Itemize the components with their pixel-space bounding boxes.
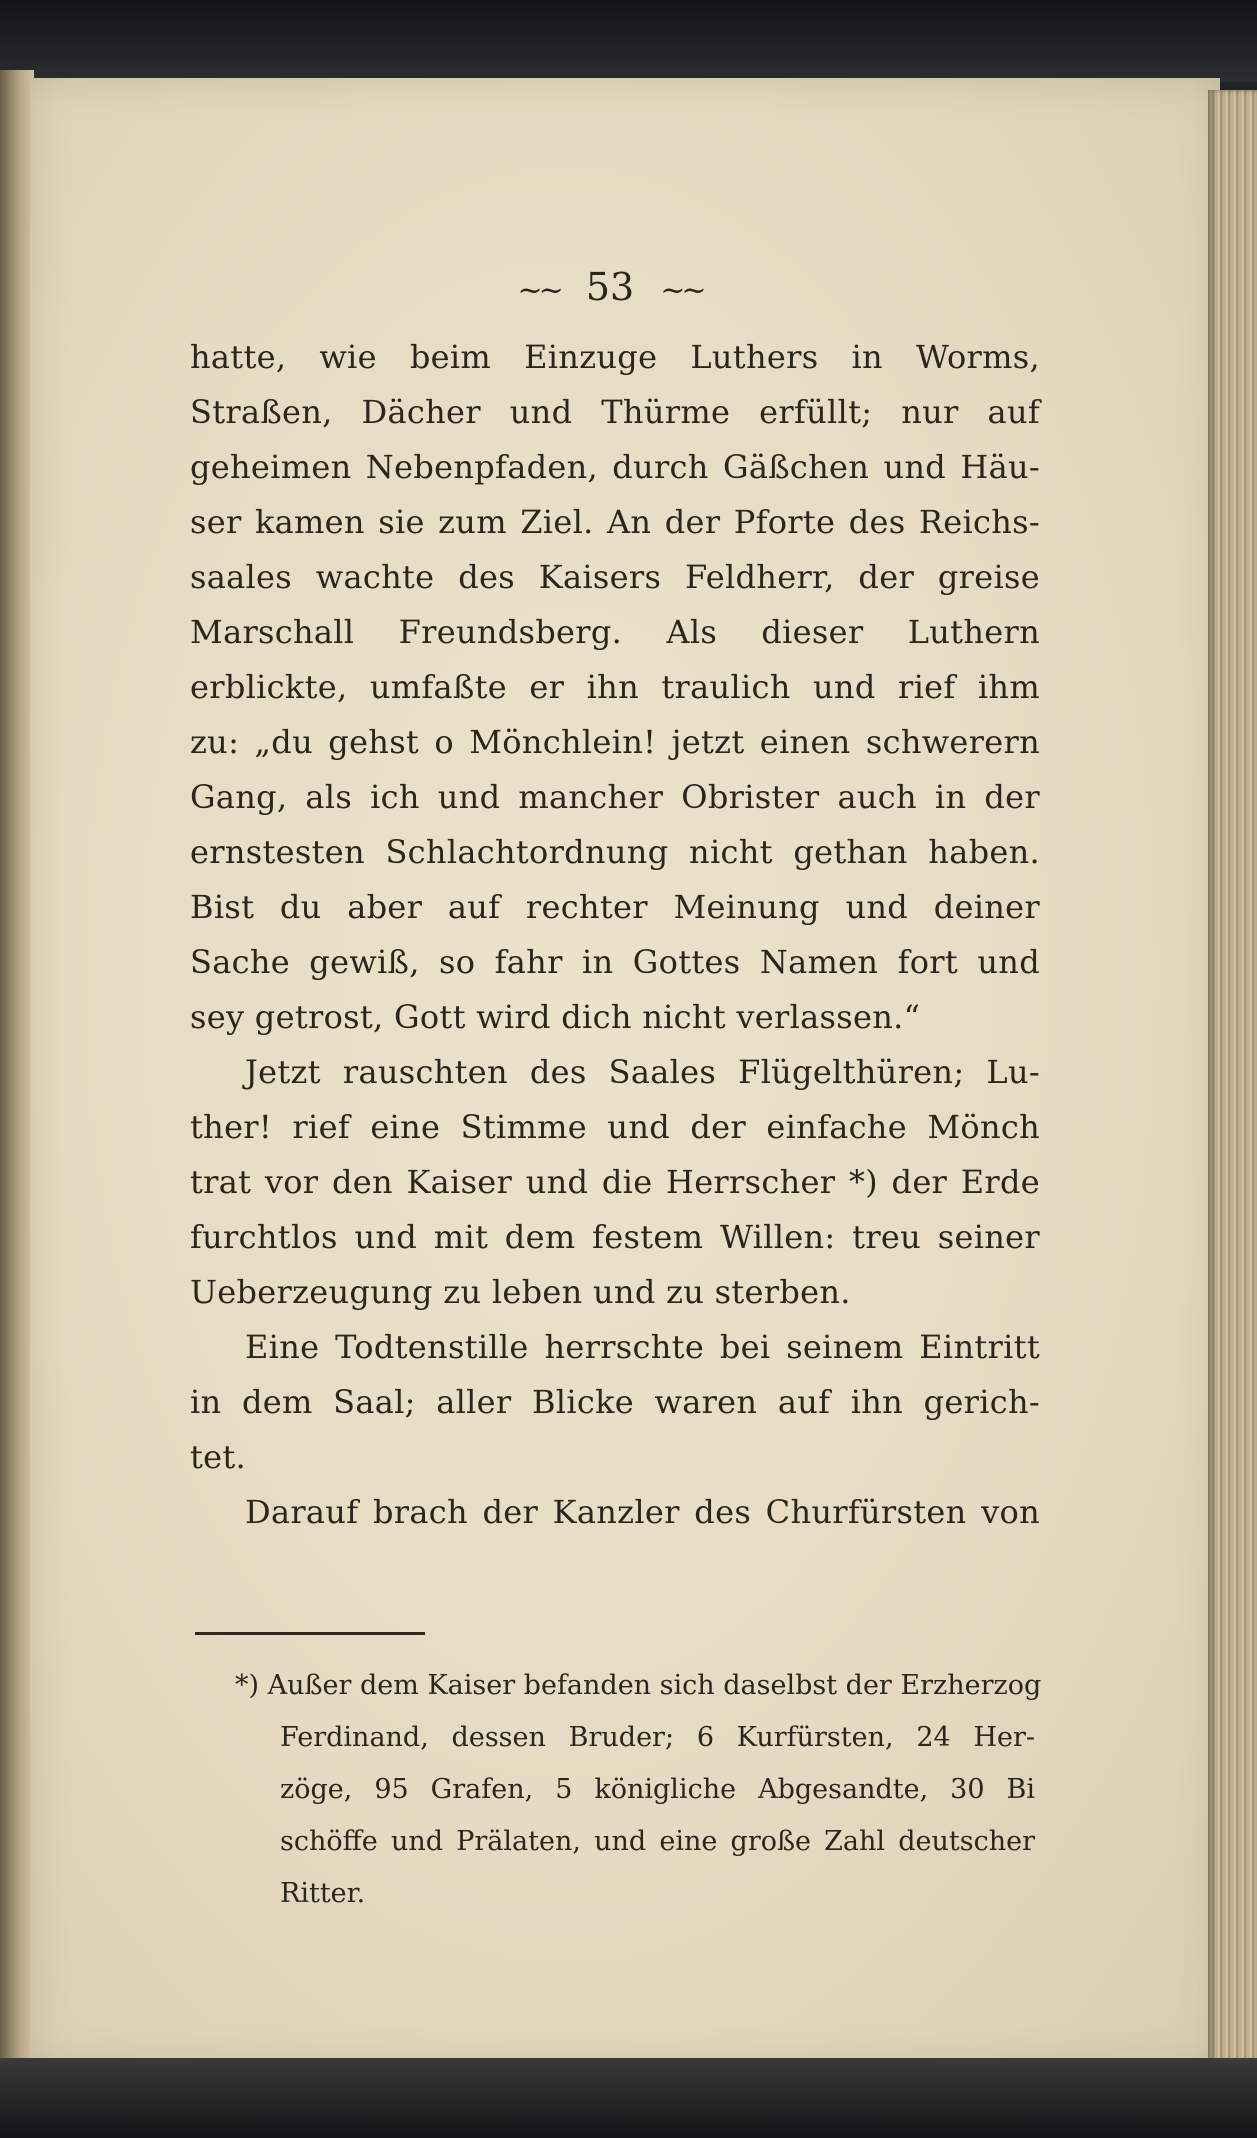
- text-line: hatte, wie beim Einzuge Luthers in Worms,: [190, 338, 1040, 376]
- text-line: Darauf brach der Kanzler des Churfürsten von: [245, 1493, 1040, 1531]
- footnote-rule: [195, 1632, 425, 1635]
- text-line: Sache gewiß, so fahr in Gottes Namen fort und: [190, 943, 1040, 981]
- text-line: ernstesten Schlachtordnung nicht gethan haben.: [190, 833, 1040, 871]
- footnote-line: Ritter.: [280, 1878, 366, 1909]
- text-line: trat vor den Kaiser und die Herrscher *) der Erde: [190, 1163, 1040, 1201]
- text-line: in dem Saal; aller Blicke waren auf ihn gerich-: [190, 1383, 1040, 1421]
- text-line: Marschall Freundsberg. Als dieser Luthern: [190, 613, 1040, 651]
- scan-bottom-edge: [0, 2058, 1257, 2138]
- body-text: [190, 330, 1040, 1540]
- text-line: sey getrost, Gott wird dich nicht verlassen.“: [190, 998, 921, 1036]
- footnote-line: schöffe und Prälaten, und eine große Zahl deutscher: [280, 1826, 1035, 1857]
- left-page-edge: [0, 70, 34, 2070]
- footnote-line: *) Außer dem Kaiser befanden sich daselbst der Erzherzog: [235, 1670, 1042, 1701]
- page-header: [460, 262, 760, 312]
- ornament-left: ~~: [517, 272, 560, 308]
- footnote: [195, 1660, 1042, 1920]
- text-line: geheimen Nebenpfaden, durch Gäßchen und Häu-: [190, 448, 1040, 486]
- footnote-line: Ferdinand, dessen Bruder; 6 Kurfürsten, 24 Her-: [280, 1722, 1035, 1753]
- text-line: tet.: [190, 1438, 247, 1476]
- footnote-line: zöge, 95 Grafen, 5 königliche Abgesandte, 30 Bi: [280, 1774, 1035, 1805]
- text-line: Jetzt rauschten des Saales Flügelthüren; Lu-: [245, 1053, 1040, 1091]
- text-line: furchtlos und mit dem festem Willen: treu seiner: [190, 1218, 1040, 1256]
- text-line: erblickte, umfaßte er ihn traulich und rief ihm: [190, 668, 1040, 706]
- text-line: Bist du aber auf rechter Meinung und deiner: [190, 888, 1040, 926]
- text-line: zu: „du gehst o Mönchlein! jetzt einen schwerern: [190, 723, 1040, 761]
- text-line: ser kamen sie zum Ziel. An der Pforte des Reichs-: [190, 503, 1040, 541]
- stacked-page-edges: [1208, 90, 1257, 2070]
- text-line: saales wachte des Kaisers Feldherr, der greise: [190, 558, 1040, 596]
- text-line: Ueberzeugung zu leben und zu sterben.: [190, 1273, 851, 1311]
- text-line: Straßen, Dächer und Thürme erfüllt; nur auf: [190, 393, 1040, 431]
- text-line: ther! rief eine Stimme und der einfache Mönch: [190, 1108, 1040, 1146]
- ornament-right: ~~: [660, 272, 703, 308]
- text-line: Eine Todtenstille herrschte bei seinem Eintritt: [245, 1328, 1040, 1366]
- text-line: Gang, als ich und mancher Obrister auch in der: [190, 778, 1040, 816]
- scan-top-edge: [0, 0, 1257, 82]
- page-number: 53: [585, 265, 635, 309]
